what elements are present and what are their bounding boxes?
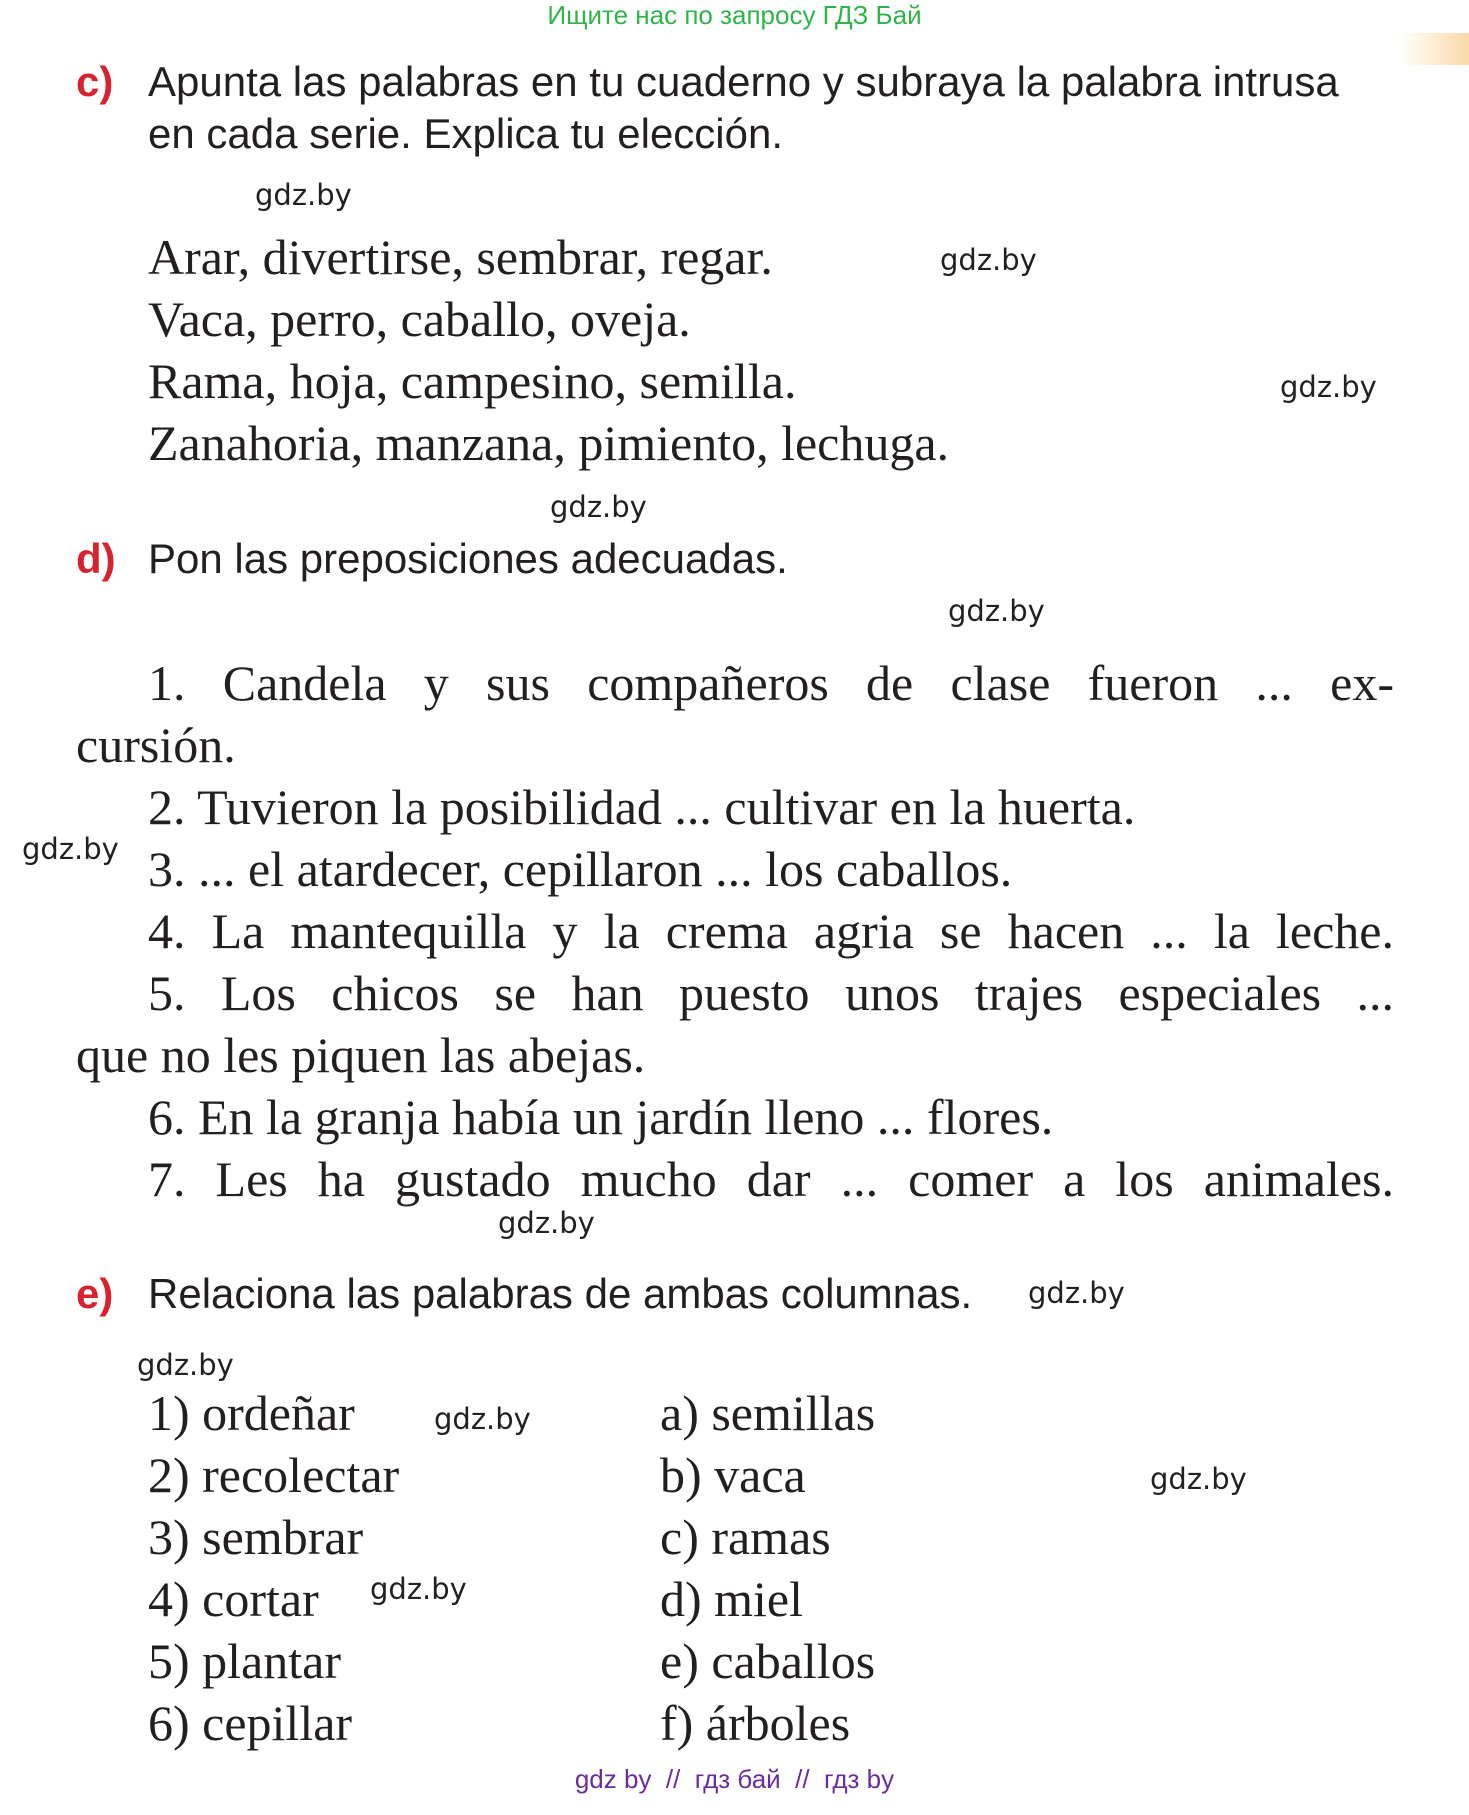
section-e-letter: e) bbox=[76, 1270, 114, 1317]
sentence-7: 7. Les ha gustado mucho dar ... comer a los animales. bbox=[148, 1151, 1394, 1207]
match-right-f: f) árboles bbox=[660, 1695, 851, 1751]
sentence-1: 1. Candela y sus compañeros de clase fueron ... ex- bbox=[148, 655, 1394, 711]
footer-links: gdz by // гдз бай // гдз by bbox=[574, 1764, 895, 1794]
watermark: gdz.by bbox=[137, 1348, 234, 1382]
sentence-5: 5. Los chicos se han puesto unos trajes especiales ... bbox=[148, 965, 1394, 1021]
sentence-2: 2. Tuvieron la posibilidad ... cultivar en la huerta. bbox=[148, 779, 1136, 835]
sentence-5-continued: que no les piquen las abejas. bbox=[76, 1027, 646, 1083]
section-c-instruction-line2: en cada serie. Explica tu elección. bbox=[148, 110, 784, 157]
match-left-1: 1) ordeñar bbox=[148, 1385, 355, 1441]
sentence-6: 6. En la granja había un jardín lleno ... flores. bbox=[148, 1089, 1054, 1145]
watermark: gdz.by bbox=[22, 832, 119, 866]
match-right-b: b) vaca bbox=[660, 1447, 806, 1503]
match-right-d: d) miel bbox=[660, 1571, 804, 1627]
series-2: Vaca, perro, caballo, oveja. bbox=[148, 291, 691, 347]
watermark: gdz.by bbox=[434, 1402, 531, 1436]
match-left-2: 2) recolectar bbox=[148, 1447, 400, 1503]
watermark: gdz.by bbox=[1028, 1276, 1125, 1310]
series-1: Arar, divertirse, sembrar, regar. bbox=[148, 229, 773, 285]
section-c-letter: c) bbox=[76, 58, 114, 105]
watermark: gdz.by bbox=[1150, 1462, 1247, 1496]
match-right-a: a) semillas bbox=[660, 1385, 876, 1441]
section-c-instruction-line1: Apunta las palabras en tu cuaderno y subraya la palabra intrusa bbox=[148, 58, 1339, 105]
match-right-e: e) caballos bbox=[660, 1633, 876, 1689]
series-4: Zanahoria, manzana, pimiento, lechuga. bbox=[148, 415, 950, 471]
watermark: gdz.by bbox=[498, 1206, 595, 1240]
watermark: gdz.by bbox=[948, 594, 1045, 628]
section-d-instruction: Pon las preposiciones adecuadas. bbox=[148, 535, 788, 582]
watermark: gdz.by bbox=[1280, 370, 1377, 404]
sentence-4: 4. La mantequilla y la crema agria se hacen ... la leche. bbox=[148, 903, 1394, 959]
match-left-5: 5) plantar bbox=[148, 1633, 341, 1689]
sentence-1-continued: cursión. bbox=[76, 717, 236, 773]
section-e-instruction: Relaciona las palabras de ambas columnas. bbox=[148, 1270, 973, 1317]
match-right-c: c) ramas bbox=[660, 1509, 831, 1565]
watermark: gdz.by bbox=[550, 490, 647, 524]
watermark: gdz.by bbox=[255, 178, 352, 212]
search-banner: Ищите нас по запросу ГДЗ Бай bbox=[547, 0, 922, 30]
match-left-4: 4) cortar bbox=[148, 1571, 319, 1627]
match-left-3: 3) sembrar bbox=[148, 1509, 364, 1565]
watermark: gdz.by bbox=[940, 243, 1037, 277]
sentence-3: 3. ... el atardecer, cepillaron ... los caballos. bbox=[148, 841, 1013, 897]
series-3: Rama, hoja, campesino, semilla. bbox=[148, 353, 797, 409]
match-left-6: 6) cepillar bbox=[148, 1695, 353, 1751]
page-corner-decoration bbox=[1399, 33, 1469, 65]
section-d-letter: d) bbox=[76, 535, 116, 582]
watermark: gdz.by bbox=[370, 1572, 467, 1606]
